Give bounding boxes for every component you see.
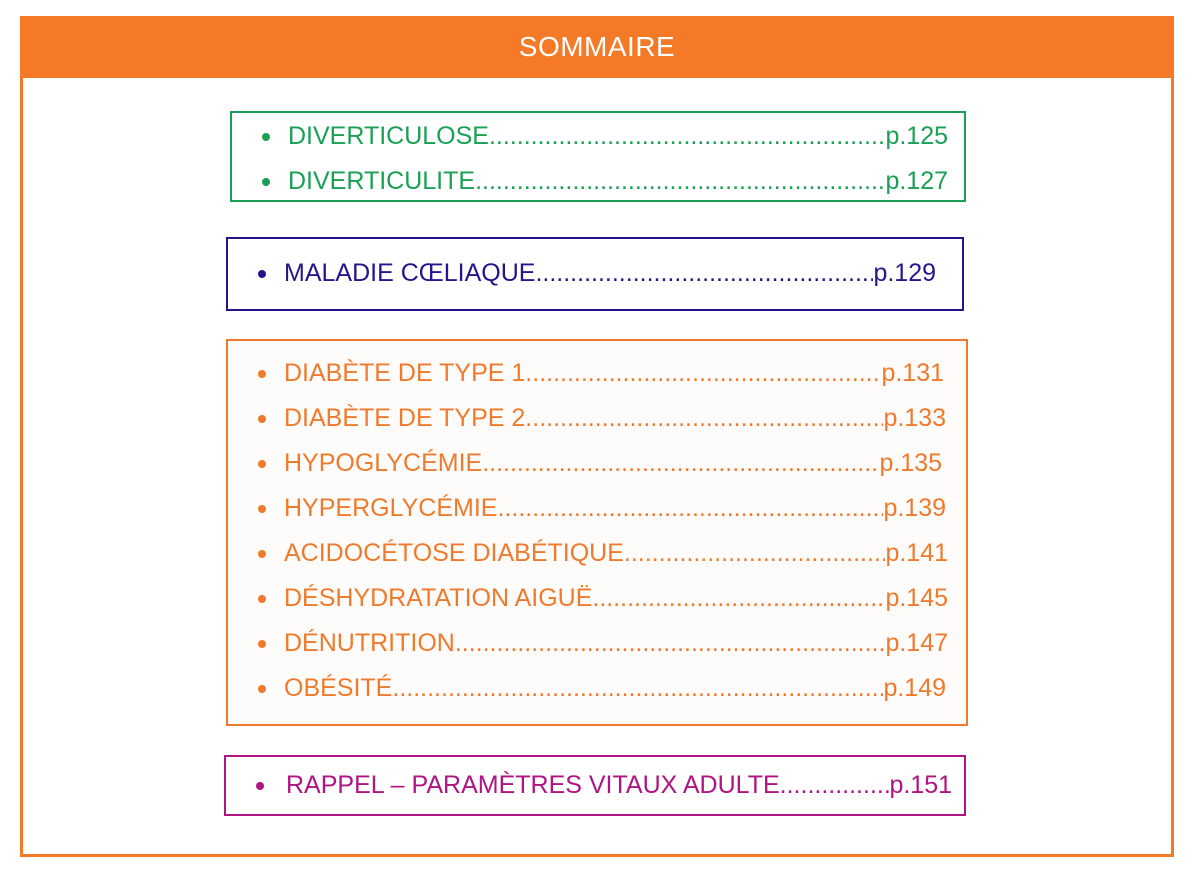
toc-label: DIVERTICULOSE <box>288 122 489 150</box>
toc-page: p.133 <box>883 404 946 432</box>
dot-leader <box>392 674 883 703</box>
dot-leader <box>455 629 886 658</box>
dot-leader <box>624 539 886 568</box>
toc-page: p.139 <box>883 494 946 522</box>
toc-label: HYPOGLYCÉMIE <box>284 449 483 477</box>
bullet-icon <box>262 178 270 186</box>
toc-label: RAPPEL – PARAMÈTRES VITAUX ADULTE <box>286 771 780 799</box>
bullet-icon <box>258 270 266 278</box>
bullet-icon <box>258 460 266 468</box>
bullet-icon <box>256 782 264 790</box>
toc-page: p.151 <box>889 771 952 799</box>
section-reminder <box>224 755 966 816</box>
dot-leader <box>535 259 873 288</box>
toc-entry-maladie-coeliaque[interactable] <box>228 251 962 296</box>
bullet-icon <box>258 685 266 693</box>
toc-entry-diverticulose[interactable] <box>232 114 964 159</box>
summary-header <box>20 16 1174 78</box>
dot-leader <box>525 404 883 433</box>
bullet-icon <box>262 133 270 141</box>
toc-page: p.141 <box>885 539 948 567</box>
toc-entry-hyperglycemie[interactable] <box>228 486 966 531</box>
toc-entry-hypoglycemie[interactable] <box>228 441 966 486</box>
bullet-icon <box>258 370 266 378</box>
bullet-icon <box>258 550 266 558</box>
toc-page: p.135 <box>879 449 942 477</box>
dot-leader <box>497 494 883 523</box>
dot-leader <box>482 449 879 478</box>
bullet-icon <box>258 595 266 603</box>
toc-entry-rappel-parametres-vitaux[interactable] <box>226 763 964 808</box>
toc-label: DIABÈTE DE TYPE 2 <box>284 404 526 432</box>
toc-entry-acidocetose-diabetique[interactable] <box>228 531 966 576</box>
toc-entry-diabete-type-1[interactable] <box>228 351 966 396</box>
toc-label: OBÉSITÉ <box>284 674 393 702</box>
bullet-icon <box>258 505 266 513</box>
section-metabolic <box>226 339 968 726</box>
toc-label: DÉSHYDRATATION AIGUË <box>284 584 593 612</box>
dot-leader <box>780 771 890 800</box>
toc-label: DIVERTICULITE <box>288 167 476 195</box>
toc-entry-deshydratation-aigue[interactable] <box>228 576 966 621</box>
section-celiac <box>226 237 964 311</box>
toc-page: p.149 <box>883 674 946 702</box>
toc-label: MALADIE CŒLIAQUE <box>284 259 536 287</box>
toc-label: DÉNUTRITION <box>284 629 455 657</box>
section-digestive <box>230 111 966 202</box>
toc-entry-diverticulite[interactable] <box>232 159 964 204</box>
page-title: SOMMAIRE <box>518 31 676 62</box>
toc-page: p.127 <box>885 167 948 195</box>
toc-entry-diabete-type-2[interactable] <box>228 396 966 441</box>
bullet-icon <box>258 415 266 423</box>
toc-label: DIABÈTE DE TYPE 1 <box>284 359 526 387</box>
toc-label: ACIDOCÉTOSE DIABÉTIQUE <box>284 539 624 567</box>
toc-page: p.131 <box>881 359 944 387</box>
dot-leader <box>525 359 881 388</box>
toc-entry-obesite[interactable] <box>228 666 966 711</box>
toc-page: p.129 <box>873 259 936 287</box>
dot-leader <box>592 584 885 613</box>
toc-page: p.125 <box>885 122 948 150</box>
toc-entry-denutrition[interactable] <box>228 621 966 666</box>
toc-page: p.147 <box>885 629 948 657</box>
toc-label: HYPERGLYCÉMIE <box>284 494 498 522</box>
bullet-icon <box>258 640 266 648</box>
dot-leader <box>475 167 885 196</box>
toc-page: p.145 <box>885 584 948 612</box>
dot-leader <box>489 122 885 151</box>
